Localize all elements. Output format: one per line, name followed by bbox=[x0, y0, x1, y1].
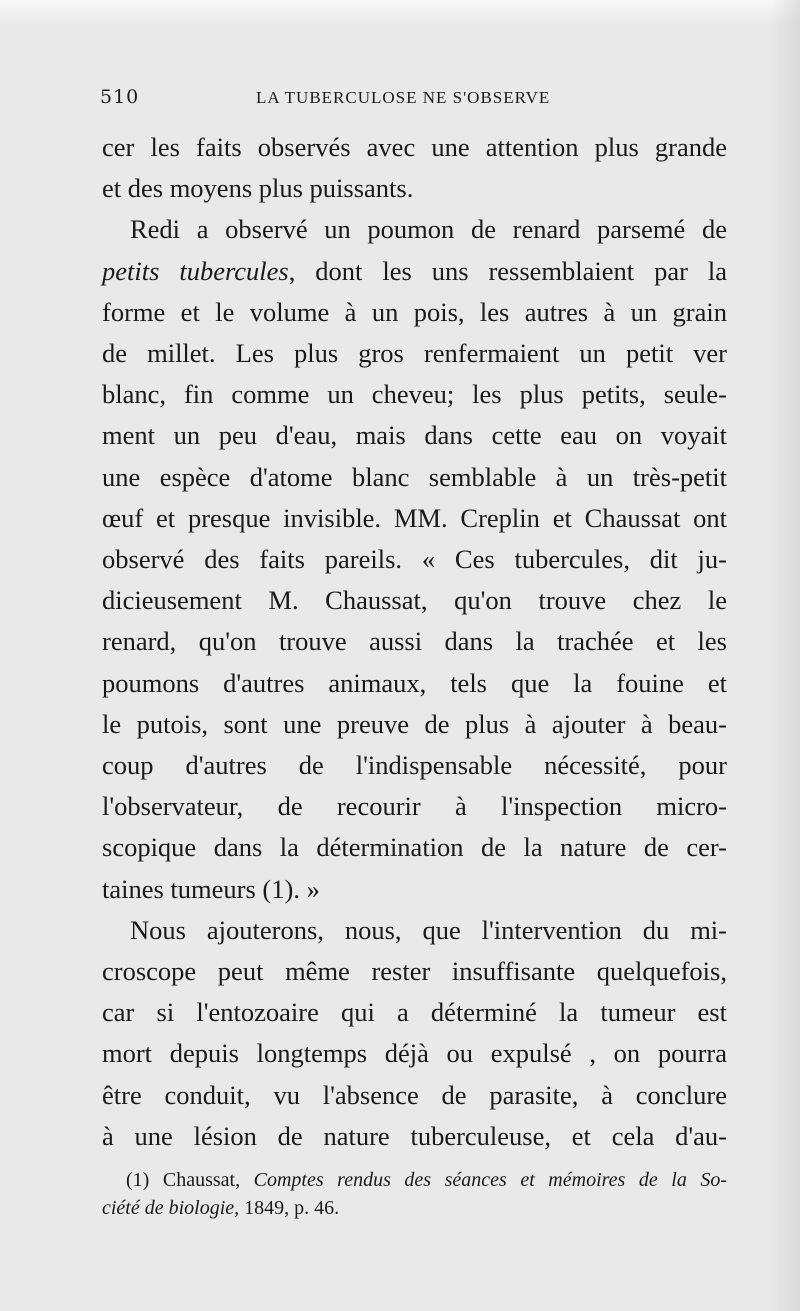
text-line: poumons d'autres animaux, tels que la fouine et bbox=[102, 667, 727, 698]
text-line: de millet. Les plus gros renfermaient un petit ver bbox=[102, 338, 727, 369]
text-line: scopique dans la détermination de la nature de cer- bbox=[102, 832, 727, 863]
footnote bbox=[102, 1166, 727, 1222]
footnote-line bbox=[102, 1194, 727, 1222]
text-line: œuf et presque invisible. MM. Creplin et Chaussat ont bbox=[102, 502, 727, 533]
page-edge-shadow-right bbox=[770, 0, 800, 1311]
text-line: être conduit, vu l'absence de parasite, à conclure bbox=[102, 1079, 727, 1110]
footnote-title-cont: ciété de biologie, bbox=[102, 1197, 240, 1219]
text-line: coup d'autres de l'indispensable nécessité, pour bbox=[102, 750, 727, 781]
page-header bbox=[100, 86, 720, 116]
text-line: renard, qu'on trouve aussi dans la trachée et les bbox=[102, 626, 727, 657]
text-line-with-italic bbox=[102, 251, 727, 292]
text-line: et des moyens plus puissants. bbox=[102, 173, 414, 204]
text-line: croscope peut même rester insuffisante quelquefois, bbox=[102, 956, 727, 987]
page-number: 510 bbox=[100, 86, 140, 108]
text-line: blanc, fin comme un cheveu; les plus petits, seule- bbox=[102, 379, 727, 410]
body-text bbox=[102, 127, 727, 1157]
text-line: l'observateur, de recourir à l'inspection micro- bbox=[102, 791, 727, 822]
italic-phrase: petits tubercules bbox=[102, 255, 289, 286]
footnote-citation: 1849, p. 46. bbox=[244, 1197, 340, 1219]
text-line: mort depuis longtemps déjà ou expulsé , on pourra bbox=[102, 1038, 727, 1069]
page-edge-shadow-top bbox=[0, 0, 800, 24]
text-line: une espèce d'atome blanc semblable à un très-petit bbox=[102, 461, 727, 492]
text-line: Nous ajouterons, nous, que l'intervention du mi- bbox=[130, 914, 727, 945]
text-line: Redi a observé un poumon de renard parsemé de bbox=[130, 214, 727, 245]
text-line: cer les faits observés avec une attention plus grande bbox=[102, 132, 727, 162]
text-line: forme et le volume à un pois, les autres à un grain bbox=[102, 296, 727, 327]
footnote-author: Chaussat, bbox=[162, 1169, 241, 1191]
running-head: LA TUBERCULOSE NE S'OBSERVE bbox=[256, 88, 551, 107]
text-line: le putois, sont une preuve de plus à ajouter à beau- bbox=[102, 708, 727, 739]
text-line: taines tumeurs (1). » bbox=[102, 873, 320, 904]
text-line: observé des faits pareils. « Ces tubercules, dit ju- bbox=[102, 544, 727, 575]
text-line: ment un peu d'eau, mais dans cette eau on voyait bbox=[102, 420, 727, 451]
footnote-marker: (1) bbox=[126, 1169, 150, 1191]
text-line: car si l'entozoaire qui a déterminé la tumeur est bbox=[102, 997, 727, 1028]
text-line: à une lésion de nature tuberculeuse, et cela d'au- bbox=[102, 1120, 727, 1151]
footnote-title: Comptes rendus des séances et mémoires de la So- bbox=[253, 1169, 728, 1191]
text-line: dicieusement M. Chaussat, qu'on trouve chez le bbox=[102, 585, 727, 616]
line-remainder: , dont les uns ressemblaient par la bbox=[288, 255, 727, 286]
footnote-line bbox=[102, 1166, 727, 1194]
